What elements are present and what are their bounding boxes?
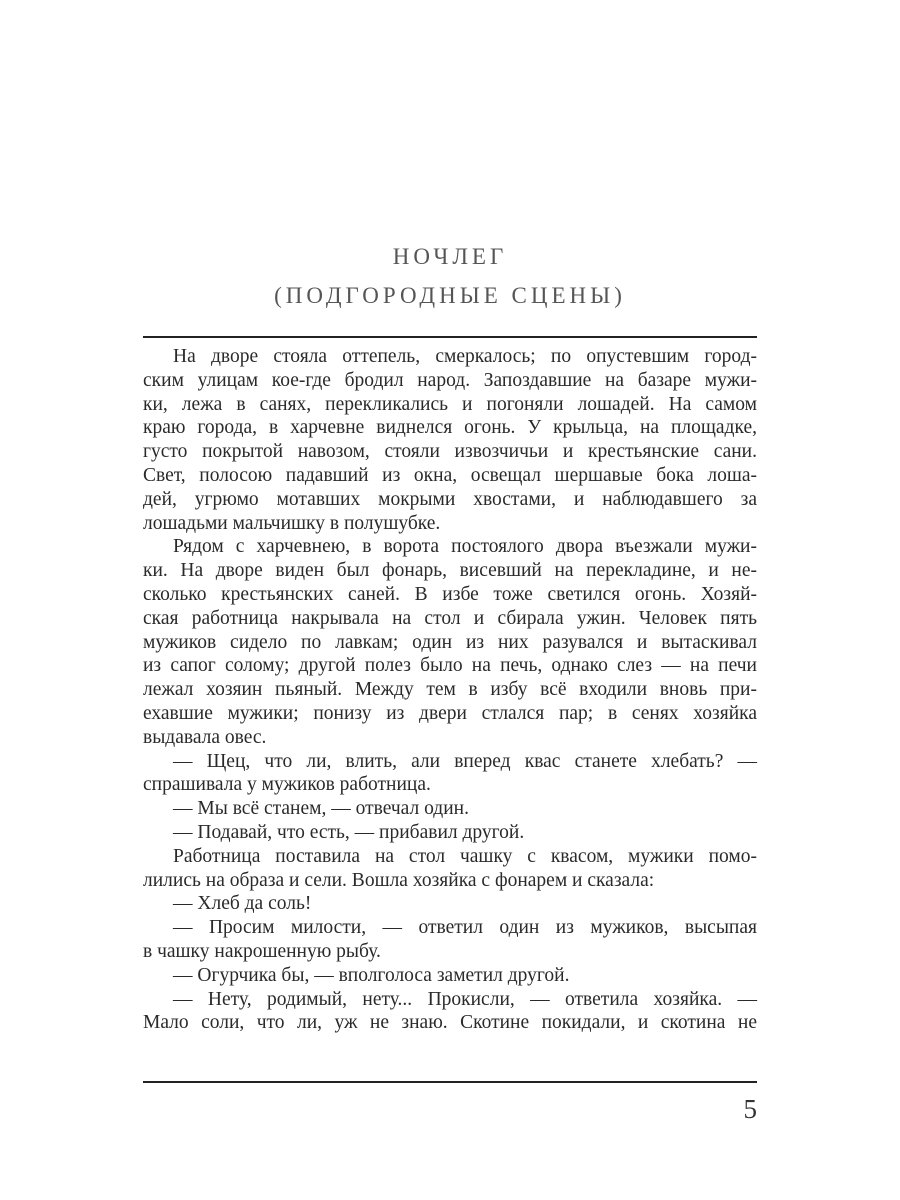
- text-line: лошадьми мальчишку в полушубке.: [143, 512, 441, 534]
- text-line: лежал хозяин пьяный. Между тем в избу всё входили вновь при-: [143, 679, 757, 701]
- chapter-subtitle: (ПОДГОРОДНЫЕ СЦЕНЫ): [274, 283, 626, 308]
- text-line: лились на образа и сели. Вошла хозяйка с фонарем и сказала:: [143, 869, 655, 891]
- text-line: — Хлеб да соль!: [173, 893, 312, 915]
- text-line: Рядом с харчевнею, в ворота постоялого двора въезжали мужи-: [173, 536, 757, 558]
- text-line: — Мы всё станем, — отвечал один.: [173, 798, 469, 820]
- text-line: ки. На дворе виден был фонарь, висевший на перекладине, и не-: [143, 560, 757, 582]
- text-line: — Просим милости, — ответил один из мужиков, высыпая: [173, 917, 757, 939]
- text-line: ехавшие мужики; понизу из двери стлался пар; в сенях хозяйка: [143, 702, 757, 724]
- text-line: выдавала овес.: [143, 726, 267, 748]
- text-line: — Нету, родимый, нету... Прокисли, — ответила хозяйка. —: [173, 988, 757, 1010]
- body-text: [143, 345, 757, 1035]
- text-line: сколько крестьянских саней. В избе тоже светился огонь. Хозяй-: [143, 583, 757, 605]
- text-line: ки, лежа в санях, перекликались и погоняли лошадей. На самом: [143, 393, 757, 415]
- chapter-title: НОЧЛЕГ: [392, 244, 508, 269]
- text-line: ская работница накрывала на стол и сбирала ужин. Человек пять: [143, 607, 757, 629]
- text-line: краю города, в харчевне виднелся огонь. У крыльца, на площадке,: [143, 417, 757, 439]
- header-rule: [143, 336, 757, 338]
- text-line: дей, угрюмо мотавших мокрыми хвостами, и наблюдавшего за: [143, 488, 757, 510]
- footer-rule: [143, 1081, 757, 1083]
- text-line: Работница поставила на стол чашку с квасом, мужики помо-: [173, 845, 757, 867]
- text-line: спрашивала у мужиков работница.: [143, 774, 431, 796]
- page-number: 5: [743, 1094, 757, 1124]
- text-line: ским улицам кое-где бродил народ. Запоздавшие на базаре мужи-: [143, 369, 757, 391]
- text-line: в чашку накрошенную рыбу.: [143, 940, 381, 962]
- text-line: мужиков сидело по лавкам; один из них разувался и вытаскивал: [143, 631, 757, 653]
- text-line: Свет, полосою падавший из окна, освещал шершавые бока лоша-: [143, 464, 757, 486]
- text-line: из сапог солому; другой полез было на печь, однако слез — на печи: [143, 655, 757, 677]
- text-line: густо покрытой навозом, стояли извозчичьи и крестьянские сани.: [143, 441, 757, 463]
- text-line: На дворе стояла оттепель, смеркалось; по опустевшим город-: [173, 346, 757, 367]
- text-line: — Огурчика бы, — вполголоса заметил другой.: [173, 964, 570, 986]
- text-line: — Подавай, что есть, — прибавил другой.: [173, 821, 525, 843]
- text-line: — Щец, что ли, влить, али вперед квас станете хлебать? —: [173, 750, 757, 772]
- text-line: Мало соли, что ли, уж не знаю. Скотине покидали, и скотина не: [143, 1012, 757, 1034]
